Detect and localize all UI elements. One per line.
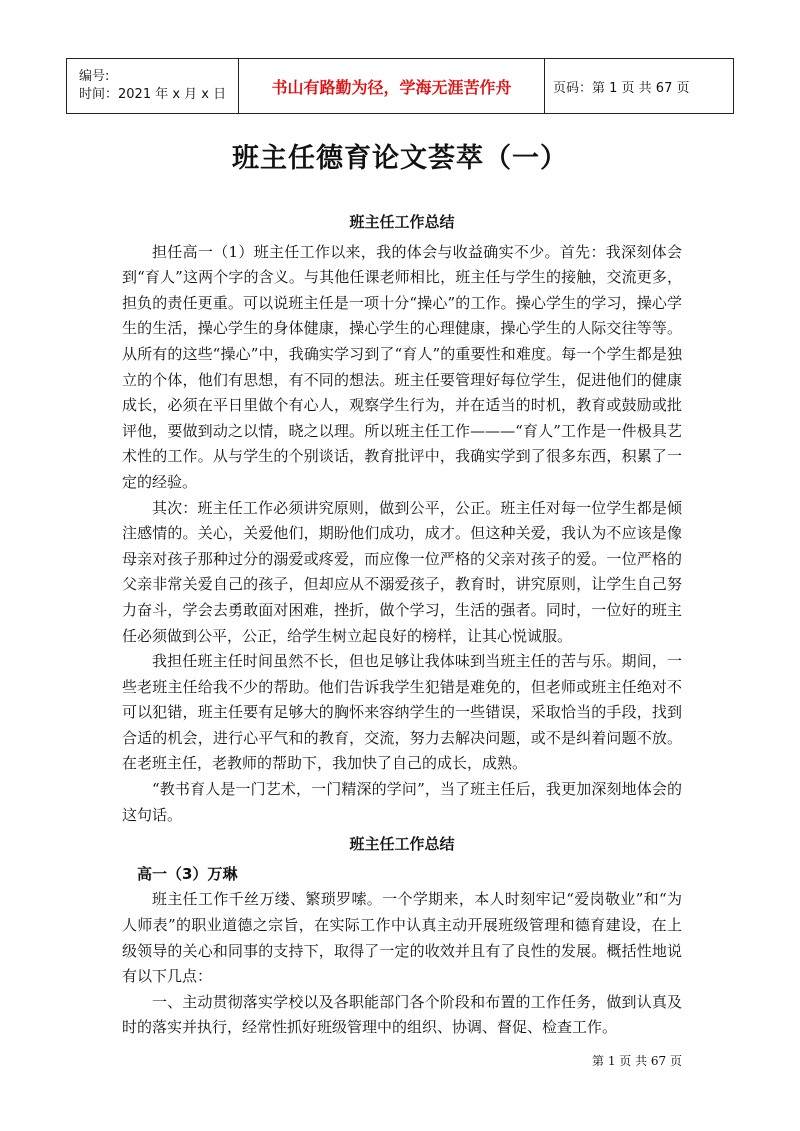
date-label: 时间：2021 年 x 月 x 日: [79, 87, 227, 102]
motto: 书山有路勤为径，学海无涯苦作舟: [239, 59, 545, 114]
author-byline: 高一（3）万琳: [137, 864, 238, 883]
document-header: [66, 58, 734, 114]
paragraph: “教书育人是一门艺术，一门精深的学问”，当了班主任后，我更加深刻地体会的这句话。: [122, 780, 682, 824]
page-label: 页码：第 1 页 共 67 页: [545, 59, 734, 114]
page-footer: 第 1 页 共 67 页: [592, 1054, 682, 1068]
paragraph: 其次：班主任工作必须讲究原则，做到公平，公正。班主任对每一位学生都是倾注感情的。关心，关爱他们，期盼他们成功，成才。但这种关爱，我认为不应该是像母亲对孩子那种过分的溺爱或疼爱，而应像一位严格的父亲对孩子的爱。一位严格的父亲非常关爱自己的孩子，但却应从不溺爱孩子，教育时，讲究原则，让学生自己努力奋斗，学会去勇敢面对困难，挫折，做个学习，生活的强者。同时，一位好的班主任必须做到公平，公正，给学生树立起良好的榜样，让其心悦诚服。: [122, 498, 682, 645]
header-meta-cell: [67, 59, 239, 114]
serial-label: 编号:: [79, 69, 110, 84]
paragraph: 担任高一（1）班主任工作以来，我的体会与收益确实不少。首先：我深刻体会到“育人”这两个字的含义。与其他任课老师相比，班主任与学生的接触，交流更多，担负的责任更重。可以说班主任是一项十分“操心”的工作。操心学生的学习，操心学生的生活，操心学生的身体健康，操心学生的心理健康，操心学生的人际交往等等。从所有的这些“操心”中，我确实学习到了“育人”的重要性和难度。每一个学生都是独立的个体，他们有思想，有不同的想法。班主任要管理好每位学生，促进他们的健康成长，必须在平日里做个有心人，观察学生行为，并在适当的时机，教育或鼓励或批评他，要做到动之以情，晓之以理。所以班主任工作———“育人”工作是一件极具艺术性的工作。从与学生的个别谈话，教育批评中，我确实学到了很多东西，积累了一定的经验。: [122, 242, 682, 491]
paragraph: 我担任班主任时间虽然不长，但也足够让我体味到当班主任的苦与乐。期间，一些老班主任给我不少的帮助。他们告诉我学生犯错是难免的，但老师或班主任绝对不可以犯错，班主任要有足够大的胸怀来容纳学生的一些错误，采取恰当的手段，找到合适的机会，进行心平气和的教育，交流，努力去解决问题，或不是纠着问题不放。在老班主任，老教师的帮助下，我加快了自己的成长，成熟。: [122, 652, 682, 773]
section-heading: 班主任工作总结: [349, 213, 455, 231]
section-heading: 班主任工作总结: [349, 835, 455, 854]
document-title: 班主任德育论文荟萃（一）: [232, 143, 568, 174]
section-2: [122, 832, 682, 1041]
section-1: [122, 210, 682, 828]
paragraph: 班主任工作千丝万缕、繁琐罗嗦。一个学期来，本人时刻牢记“爱岗敬业”和“为人师表”的职业道德之宗旨，在实际工作中认真主动开展班级管理和德育建设，在上级领导的关心和同事的支持下，取得了一定的收效并且有了良性的发展。概括性地说有以下几点：: [122, 890, 682, 986]
paragraph: 一、主动贯彻落实学校以及各职能部门各个阶段和布置的工作任务，做到认真及时的落实并执行，经常性抓好班级管理中的组织、协调、督促、检查工作。: [122, 992, 682, 1037]
document-body: [122, 210, 682, 1041]
